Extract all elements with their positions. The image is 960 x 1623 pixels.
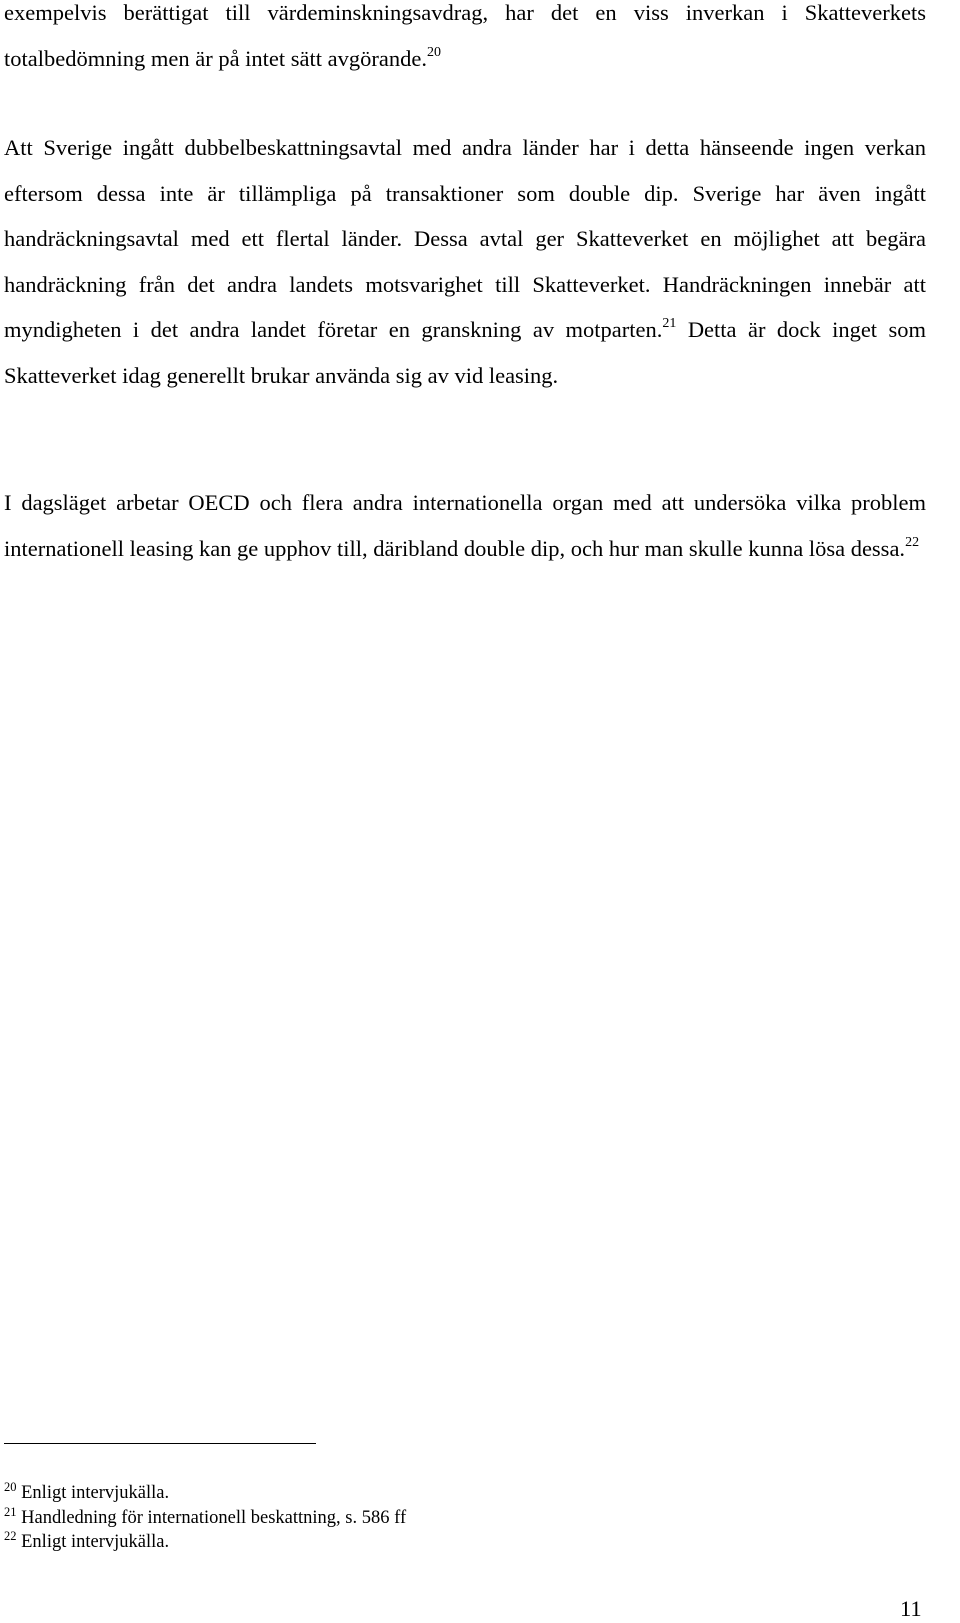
- paragraph-text: Att Sverige ingått dubbelbeskattningsavtal med andra länder har i detta hänseende ingen verkan eftersom dessa inte är tillämpliga på transaktioner som double dip. Sverige har även ingått handräckningsavtal med ett flertal länder. Dessa avtal ger Skatteverket en möjlighet att begära handräckning från det andra landets motsvarighet till Skatteverket. Handräckningen innebär att myndigheten i det andra landet företar en granskning av motparten.: [4, 135, 926, 342]
- footnote-text: Enligt intervjukälla.: [21, 1483, 170, 1503]
- footnote-21: [4, 1506, 904, 1531]
- footnote-number: 22: [4, 1529, 17, 1543]
- footnote-number: 21: [4, 1504, 17, 1519]
- footnote-22: [4, 1530, 904, 1555]
- footnote-text: Handledning för internationell beskattning, s. 586 ff: [21, 1507, 407, 1528]
- paragraph-text: exempelvis berättigat till värdeminskningsavdrag, har det en viss inverkan i Skatteverkets totalbedömning men är på intet sätt avgörande.: [4, 0, 926, 71]
- body-paragraph-1: [4, 0, 926, 81]
- footnote-reference-20: 20: [427, 44, 441, 60]
- page-number: 11: [900, 1596, 922, 1621]
- paragraph-text: I dagsläget arbetar OECD och flera andra internationella organ med att undersöka vilka problem internationell leasing kan ge upphov till, däribland double dip, och hur man skulle kunna lösa dessa.: [4, 490, 926, 561]
- footnote-reference-22: 22: [905, 534, 920, 550]
- paragraph-text-continued: Detta är dock inget som Skatteverket idag generellt brukar använda sig av vid leasing.: [4, 317, 927, 388]
- footnote-separator: [4, 1443, 316, 1444]
- body-paragraph-3: [4, 480, 926, 571]
- footnote-text: Enligt intervjukälla.: [21, 1532, 170, 1552]
- footnotes: [4, 1481, 904, 1555]
- footnote-reference-21: 21: [662, 316, 677, 331]
- footnote-number: 20: [4, 1480, 17, 1494]
- body-paragraph-2: [4, 125, 926, 398]
- footnote-20: [4, 1481, 904, 1506]
